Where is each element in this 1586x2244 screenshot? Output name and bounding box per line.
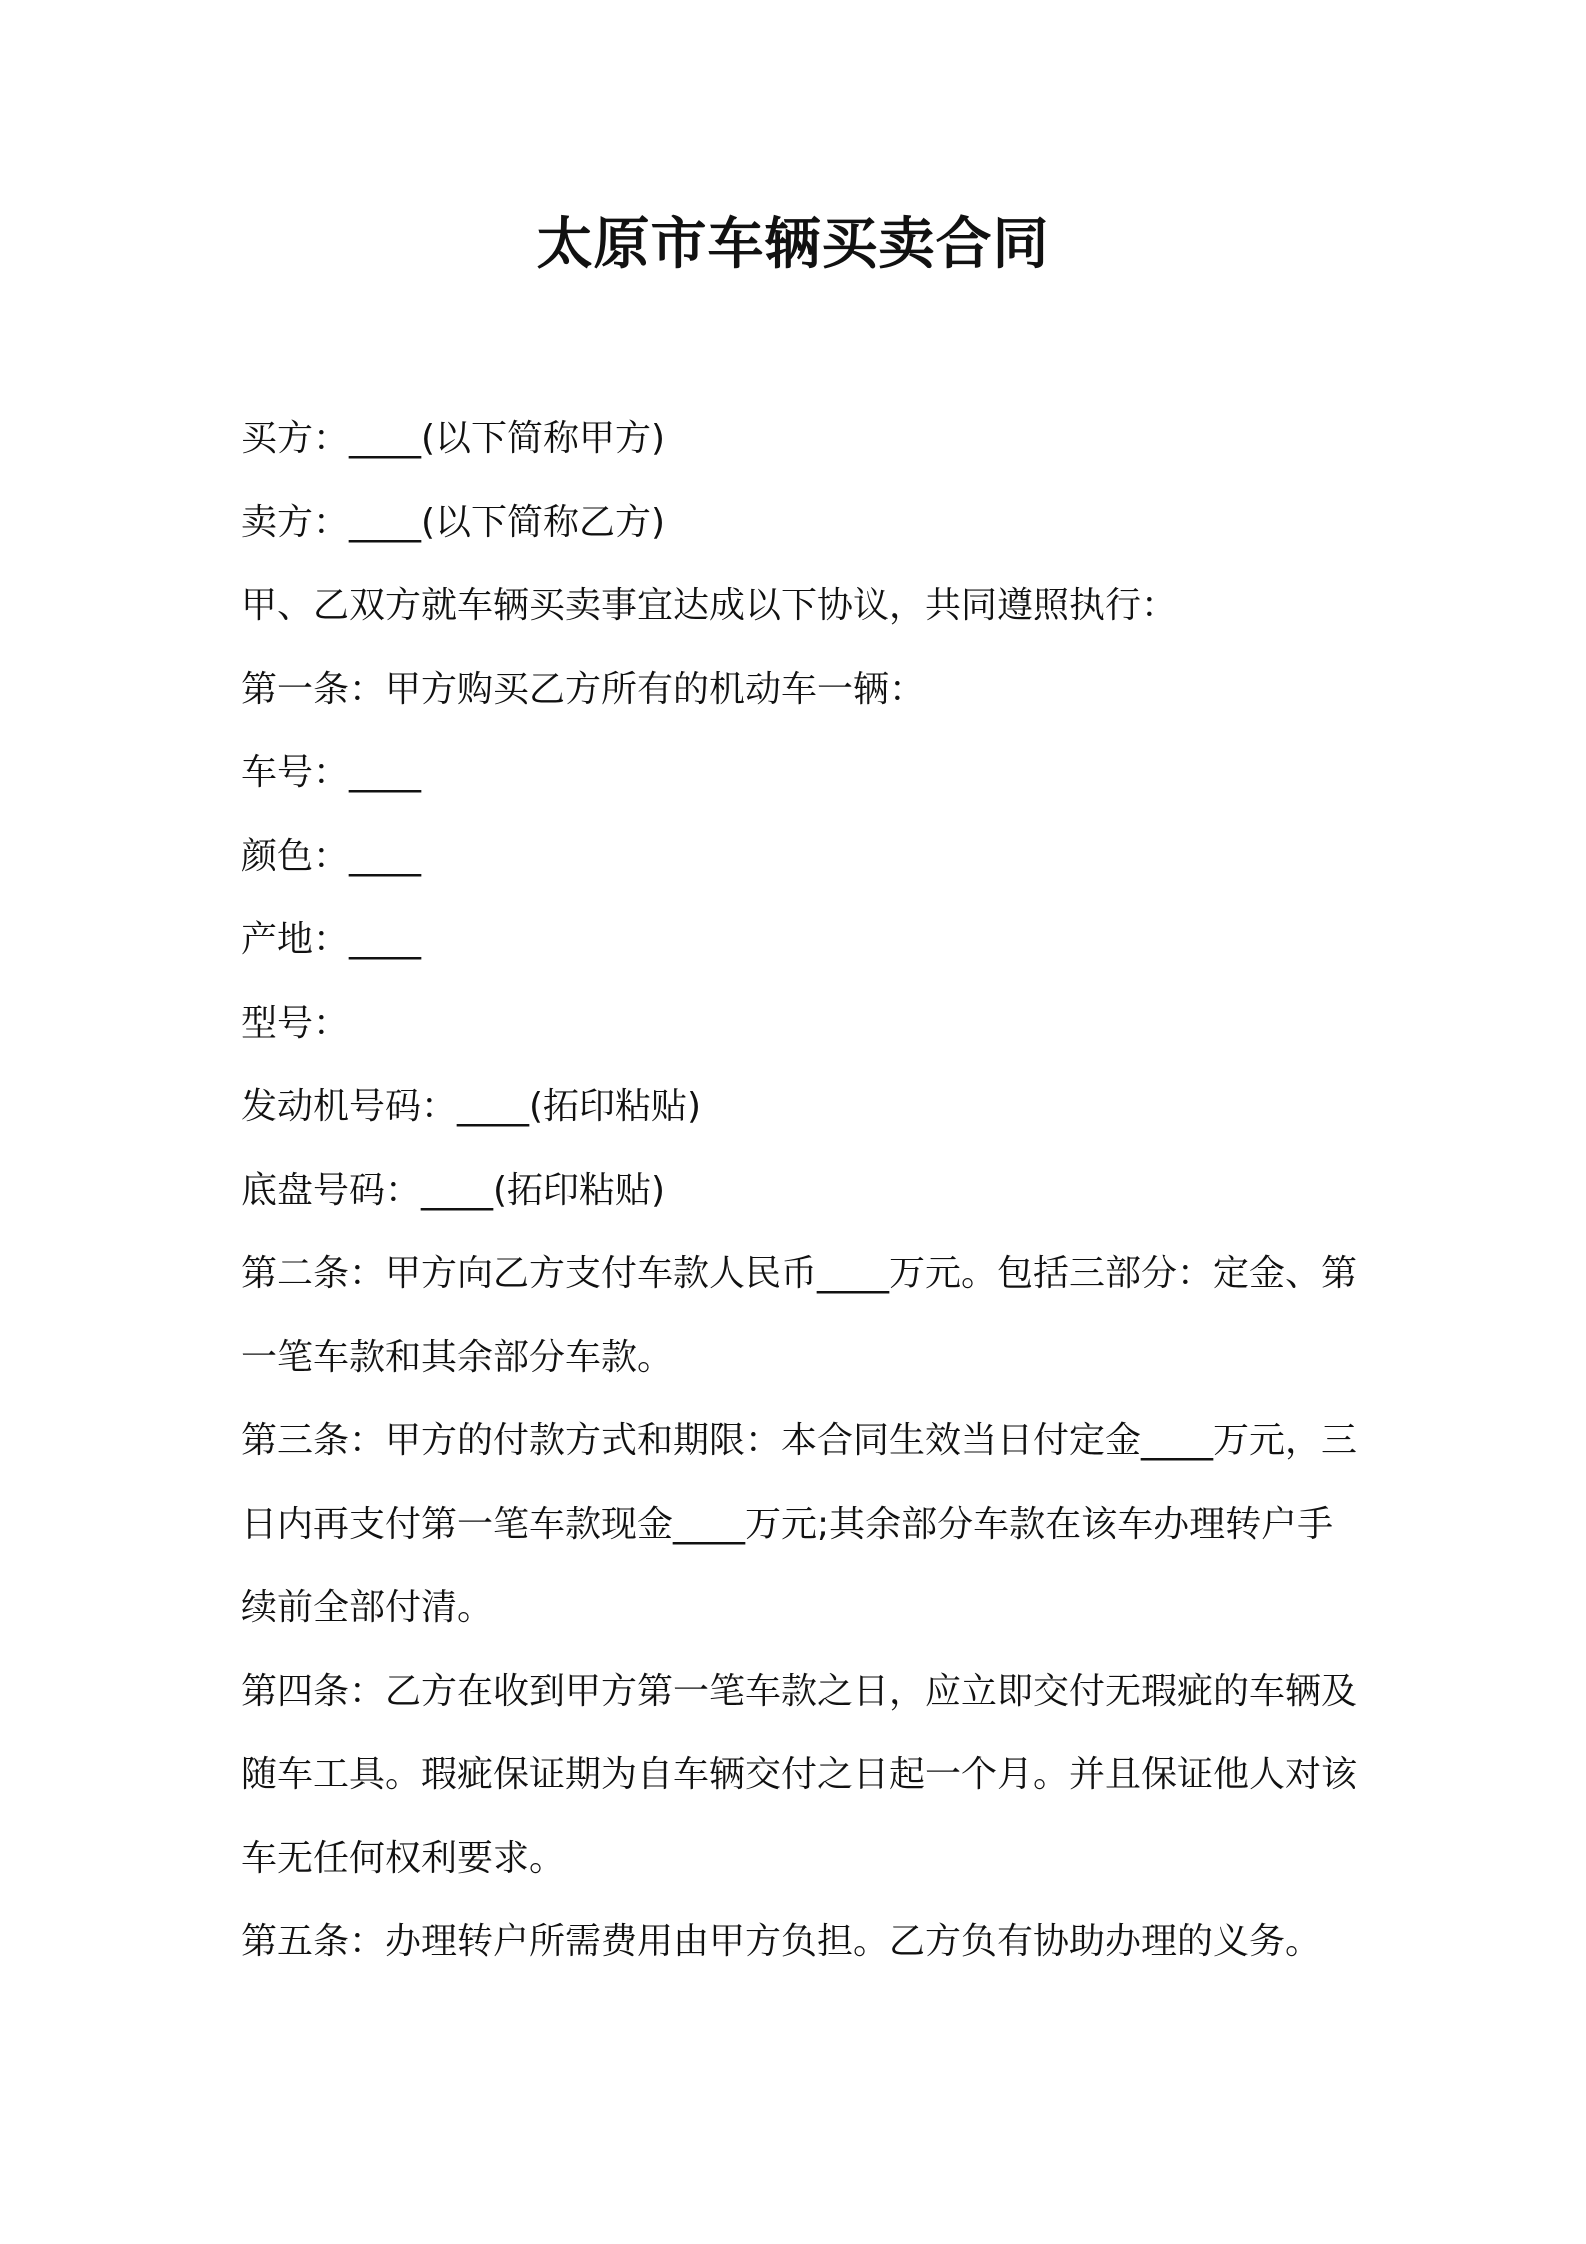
document-title: 太原市车辆买卖合同	[536, 212, 1050, 277]
article-2: 第二条：甲方向乙方支付车款人民币____万元。包括三部分：定金、第一笔车款和其余部分车款。	[241, 1253, 1358, 1378]
model-line: 型号：	[241, 1002, 350, 1044]
agreement-intro: 甲、乙双方就车辆买卖事宜达成以下协议，共同遵照执行：	[241, 585, 1178, 626]
color-line: 颜色：____	[241, 835, 422, 877]
article-3: 第三条：甲方的付款方式和期限：本合同生效当日付定金____万元，三日内再支付第一笔车款现金____万元;其余部分车款在该车办理转户手续前全部付清。	[241, 1420, 1358, 1628]
engine-number-line: 发动机号码：____(拓印粘贴)	[241, 1086, 702, 1127]
buyer-line: 买方：____(以下简称甲方)	[241, 418, 666, 459]
chassis-number-line: 底盘号码：____(拓印粘贴)	[241, 1169, 666, 1211]
document-body	[241, 397, 1361, 1984]
article-4: 第四条：乙方在收到甲方第一笔车款之日，应立即交付无瑕疵的车辆及随车工具。瑕疵保证期为自车辆交付之日起一个月。并且保证他人对该车无任何权利要求。	[241, 1670, 1358, 1879]
origin-line: 产地：____	[241, 919, 422, 960]
plate-number-line: 车号：____	[241, 752, 422, 793]
article-1: 第一条：甲方购买乙方所有的机动车一辆：	[241, 668, 926, 710]
article-5: 第五条：办理转户所需费用由甲方负担。乙方负有协助办理的义务。	[241, 1921, 1322, 1962]
seller-line: 卖方：____(以下简称乙方)	[241, 501, 666, 543]
